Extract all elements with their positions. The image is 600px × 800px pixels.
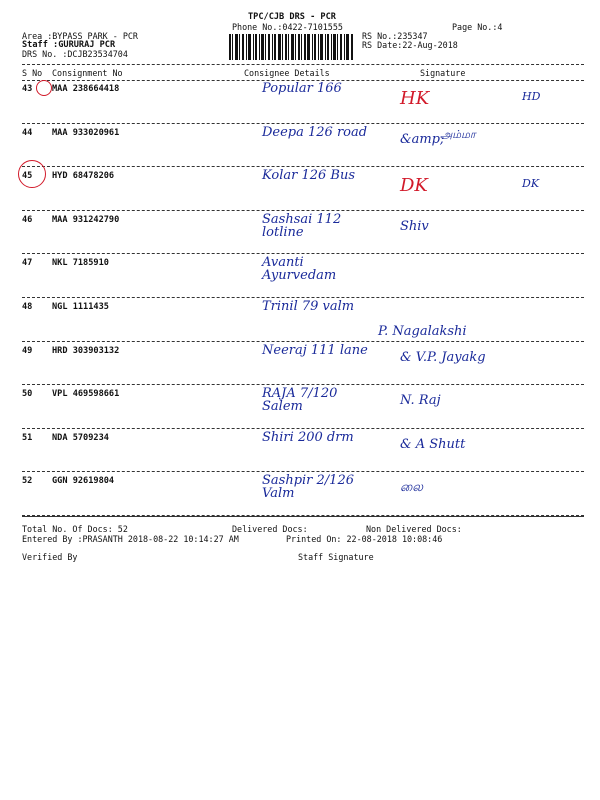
table-row — [0, 385, 600, 429]
handwritten-consignee: Avanti Ayurvedam — [262, 255, 337, 284]
row-consignment: NDA 5709234 — [52, 432, 109, 443]
handwritten-signature: P. Nagalakshi — [378, 324, 467, 339]
doc-title: TPC/CJB DRS - PCR — [248, 12, 336, 22]
handwritten-consignee: Sashsai 112 lotline — [262, 211, 342, 240]
row-consignment: HRD 303903132 — [52, 345, 120, 356]
table-row — [0, 80, 600, 124]
col-consignee: Consignee Details — [244, 68, 330, 78]
row-sno: 46 — [22, 214, 33, 225]
row-sno: 50 — [22, 389, 33, 400]
table-row — [0, 429, 600, 473]
handwritten-signature: N. Raj — [400, 393, 441, 409]
handwritten-consignee: RAJA 7/120 Salem — [262, 386, 338, 415]
handwritten-signature: DK — [400, 175, 428, 197]
row-consignment: NGL 1111435 — [52, 302, 109, 312]
row-sno: 51 — [22, 432, 33, 443]
row-consignment: HYD 68478206 — [52, 171, 115, 182]
row-sno: 49 — [22, 345, 33, 356]
header-top-rule — [22, 64, 584, 65]
table-row — [0, 342, 600, 386]
row-sno: 44 — [22, 127, 33, 138]
table-row — [0, 298, 600, 342]
barcode-image — [229, 34, 353, 60]
handwritten-consignee: Neeraj 111 lane — [262, 342, 368, 358]
col-signature: Signature — [420, 68, 466, 78]
handwritten-consignee: Shiri 200 drm — [262, 429, 354, 445]
handwritten-signature: லை — [400, 480, 424, 496]
handwritten-note: அம்மா — [440, 127, 476, 141]
footer-rule — [22, 516, 584, 517]
handwritten-consignee: Sashpir 2/126 Valm — [262, 473, 354, 502]
handwritten-note: DK — [522, 177, 540, 191]
phone-number: Phone No.:0422-7101555 — [232, 22, 343, 32]
area-label: Area :BYPASS PARK - PCR — [22, 31, 138, 41]
handwritten-signature: &amp; — [400, 131, 445, 147]
rs-date: RS Date:22-Aug-2018 — [362, 40, 458, 50]
total-docs: Total No. Of Docs: 52 — [22, 524, 128, 534]
handwritten-signature: HK — [400, 88, 430, 109]
printed-on: Printed On: 22-08-2018 10:08:46 — [286, 534, 443, 544]
handwritten-note: HD — [522, 90, 541, 103]
red-circle-mark — [36, 80, 52, 96]
staff-signature: Staff Signature — [298, 552, 374, 562]
row-sno: 52 — [22, 476, 33, 487]
row-sno: 47 — [22, 258, 33, 269]
table-row — [0, 254, 600, 298]
delivered-docs: Delivered Docs: — [232, 524, 308, 534]
non-delivered-docs: Non Delivered Docs: — [366, 524, 462, 534]
handwritten-consignee: Deepa 126 road — [262, 124, 368, 140]
table-row — [0, 211, 600, 255]
col-sno: S No — [22, 68, 43, 78]
entered-by: Entered By :PRASANTH 2018-08-22 10:14:27 AM — [22, 534, 239, 544]
table-row — [0, 472, 600, 516]
handwritten-consignee: Kolar 126 Bus — [262, 168, 355, 184]
row-consignment: MAA 931242790 — [52, 214, 120, 225]
col-consignment: Consignment No — [52, 68, 123, 78]
row-consignment: VPL 469598661 — [52, 389, 120, 400]
red-circle-mark — [18, 160, 46, 188]
handwritten-consignee: Trinil 79 valm — [262, 299, 355, 314]
row-consignment: NKL 7185910 — [52, 258, 109, 269]
row-consignment: MAA 238664418 — [52, 84, 120, 94]
staff-label: Staff :GURURAJ PCR — [22, 40, 116, 50]
table-row — [0, 167, 600, 211]
handwritten-signature: & V.P. Jayakg — [400, 349, 486, 365]
verified-by: Verified By — [22, 552, 78, 562]
row-sno: 43 — [22, 84, 33, 94]
row-sno: 48 — [22, 302, 33, 312]
handwritten-signature: & A Shutt — [400, 436, 466, 452]
handwritten-signature: Shiv — [400, 218, 429, 234]
row-consignment: GGN 92619804 — [52, 476, 115, 487]
handwritten-consignee: Popular 166 — [262, 81, 342, 96]
row-sno: 45 — [22, 171, 33, 182]
row-consignment: MAA 933020961 — [52, 127, 120, 138]
drs-number: DRS No. :DCJB23534704 — [22, 49, 128, 59]
rs-number: RS No.:235347 — [362, 31, 428, 41]
table-row — [0, 124, 600, 168]
page-number: Page No.:4 — [452, 22, 503, 32]
